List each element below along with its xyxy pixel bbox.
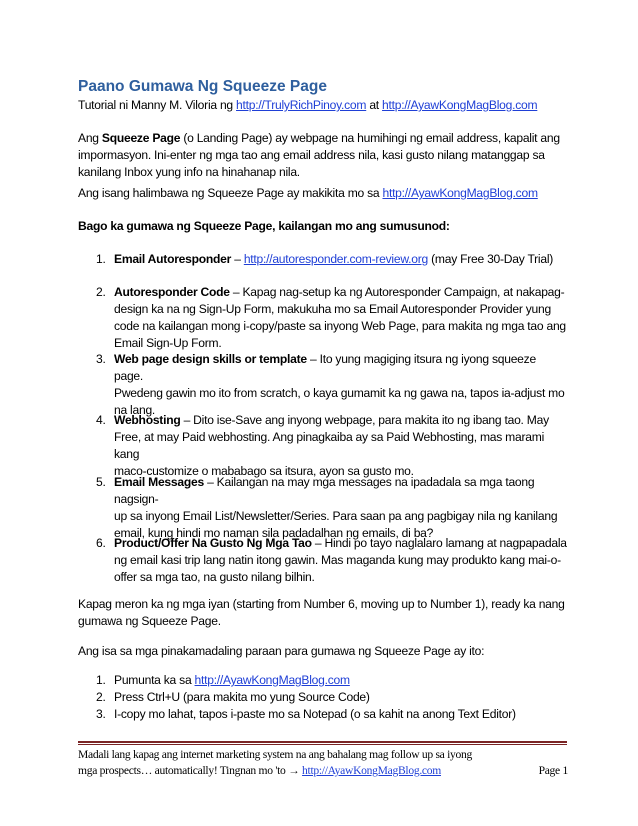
arrow-right-icon: → bbox=[288, 764, 300, 777]
requirements-heading: Bago ka gumawa ng Squeeze Page, kailangan mo ang sumusunod: bbox=[78, 219, 450, 233]
trulyrichpinoy-link[interactable]: http://TrulyRichPinoy.com bbox=[236, 98, 367, 112]
footer-divider-thin bbox=[78, 744, 567, 745]
easiest-heading: Ang isa sa mga pinakamadaling paraan para gumawa ng Squeeze Page ay ito: bbox=[78, 644, 485, 658]
ayawkongmagblog-link[interactable]: http://AyawKongMagBlog.com bbox=[382, 98, 538, 112]
byline: Tutorial ni Manny M. Viloria ng http://TrulyRichPinoy.com at http://AyawKongMagBlog.com bbox=[78, 98, 538, 112]
intro-paragraph: Ang Squeeze Page (o Landing Page) ay webpage na humihingi ng email address, kapalit ang impormasyon. Ini-enter ng mga tao ang email address nila, kasi gusto nilang matanggap sa kanilang Inbox yung info na hinahanap nila. bbox=[78, 131, 560, 179]
autoresponder-link[interactable]: http://autoresponder.com-review.org bbox=[243, 252, 428, 266]
ready-paragraph: Kapag meron ka ng mga iyan (starting from Number 6, moving up to Number 1), ready ka nang gumawa ng Squeeze Page. bbox=[78, 597, 565, 628]
example-paragraph: Ang isang halimbawa ng Squeeze Page ay makikita mo sa http://AyawKongMagBlog.com bbox=[78, 186, 538, 200]
page-title: Paano Gumawa Ng Squeeze Page bbox=[78, 78, 327, 95]
footer-link[interactable]: http://AyawKongMagBlog.com bbox=[302, 764, 441, 777]
page-footer: Madali lang kapag ang internet marketing system na ang bahalang mag follow up sa iyong mga prospects… automatically! Tingnan mo 'to → http://AyawKongMagBlog.com Page 1 bbox=[78, 748, 568, 777]
page-number: Page 1 bbox=[538, 764, 568, 777]
step-link[interactable]: http://AyawKongMagBlog.com bbox=[194, 673, 350, 687]
example-link[interactable]: http://AyawKongMagBlog.com bbox=[382, 186, 538, 200]
footer-divider bbox=[78, 741, 567, 743]
